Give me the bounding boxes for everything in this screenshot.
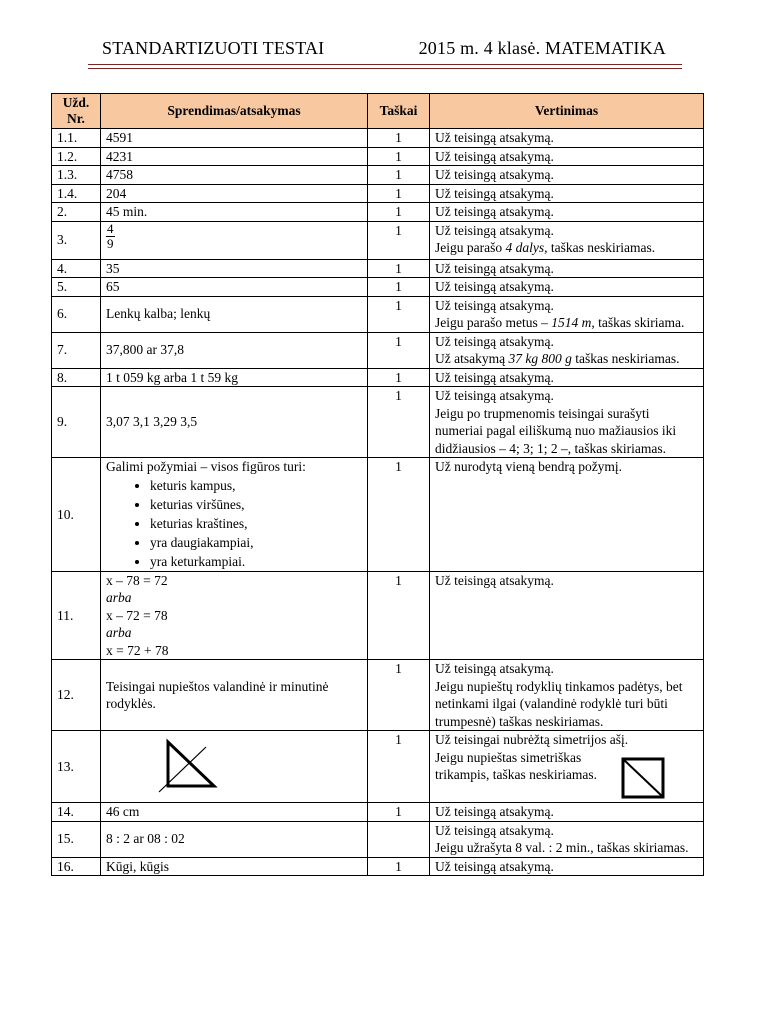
task-number: 6. [52, 296, 101, 332]
solution-cell: 3,07 3,1 3,29 3,5 [101, 387, 368, 458]
symmetry-axis-figure [106, 734, 366, 794]
evaluation-text: Jeigu parašo metus – [435, 315, 552, 330]
evaluation-cell [430, 731, 704, 803]
task-number: 9. [52, 387, 101, 458]
equation-line: x – 78 = 72 [106, 572, 168, 588]
feature-list [106, 476, 362, 571]
task-number: 1.2. [52, 147, 101, 166]
list-item: • keturias viršūnes, [150, 495, 362, 514]
fraction-numerator: 4 [107, 220, 114, 236]
points-cell: 1 [368, 387, 430, 458]
points-cell: 1 [368, 803, 430, 822]
table-row [52, 571, 704, 660]
table-row [52, 332, 704, 368]
solution-cell: 35 [101, 259, 368, 278]
evaluation-cell [430, 821, 704, 857]
task-number: 8. [52, 368, 101, 387]
evaluation-line [435, 350, 698, 368]
task-number: 3. [52, 221, 101, 259]
solution-cell: 8 : 2 ar 08 : 02 [101, 821, 368, 857]
evaluation-cell [430, 221, 704, 259]
solution-intro: Galimi požymiai – visos figūros turi: [106, 459, 306, 474]
evaluation-cell: Už teisingą atsakymą. [430, 259, 704, 278]
evaluation-cell: Už teisingą atsakymą. [430, 857, 704, 876]
equation-connector: arba [106, 625, 132, 640]
solution-cell: 204 [101, 184, 368, 203]
points-cell: 1 [368, 458, 430, 572]
equation-connector: arba [106, 590, 132, 605]
equation-line: x = 72 + 78 [106, 642, 169, 658]
evaluation-cell: Už teisingą atsakymą. [430, 368, 704, 387]
evaluation-line: Už teisingą atsakymą. [435, 333, 554, 349]
points-cell: 1 [368, 731, 430, 803]
col-header-evaluation: Vertinimas [430, 94, 704, 129]
solution-cell: 45 min. [101, 203, 368, 222]
evaluation-emphasis: 37 kg 800 g [508, 351, 572, 366]
evaluation-cell: Už teisingą atsakymą. [430, 803, 704, 822]
answer-key-table [51, 93, 704, 876]
task-number: 13. [52, 731, 101, 803]
task-number: 1.1. [52, 129, 101, 148]
points-cell: 1 [368, 368, 430, 387]
col-header-points: Taškai [368, 94, 430, 129]
table-row [52, 296, 704, 332]
solution-cell: 4231 [101, 147, 368, 166]
evaluation-line: Už teisingai nubrėžtą simetrijos ašį. [435, 732, 629, 747]
evaluation-line: trikampis, taškas neskiriamas. [435, 767, 597, 782]
fraction [106, 222, 115, 251]
points-cell: 1 [368, 296, 430, 332]
table-row [52, 203, 704, 222]
task-number: 4. [52, 259, 101, 278]
solution-cell [101, 221, 368, 259]
evaluation-text: taškas neskiriamas. [571, 351, 680, 366]
evaluation-line: Jeigu nupieštų rodyklių tinkamos padėtys, bet netinkami ilgai (valandinė rodyklė turi būti trumpesnė) taškas neskiriamas. [435, 678, 683, 729]
solution-cell [101, 571, 368, 660]
task-number: 10. [52, 458, 101, 572]
points-cell: 1 [368, 660, 430, 731]
solution-cell [101, 458, 368, 572]
equation-line: x – 72 = 78 [106, 607, 168, 623]
table-row [52, 184, 704, 203]
header-rule-thin [88, 68, 682, 69]
table-row [52, 129, 704, 148]
evaluation-line: Už teisingą atsakymą. [435, 661, 554, 676]
evaluation-line: Jeigu užrašyta 8 val. : 2 min., taškas skiriamas. [435, 840, 689, 855]
task-number: 5. [52, 278, 101, 297]
table-row [52, 857, 704, 876]
task-number: 11. [52, 571, 101, 660]
solution-cell: 46 cm [101, 803, 368, 822]
evaluation-line: Už teisingą atsakymą. [435, 822, 554, 838]
task-number: 14. [52, 803, 101, 822]
points-cell: 1 [368, 129, 430, 148]
evaluation-text: Už atsakymą [435, 351, 509, 366]
evaluation-line [435, 239, 698, 257]
header-left-title: STANDARTIZUOTI TESTAI [102, 38, 325, 58]
diagonal-line [623, 759, 663, 797]
evaluation-emphasis: 1514 m [551, 315, 592, 330]
table-row [52, 368, 704, 387]
evaluation-cell [430, 332, 704, 368]
table-row [52, 166, 704, 185]
evaluation-text: taškas neskiriamas. [547, 240, 656, 255]
evaluation-text: Jeigu parašo [435, 240, 506, 255]
solution-cell: 1 t 059 kg arba 1 t 59 kg [101, 368, 368, 387]
evaluation-cell [430, 387, 704, 458]
solution-cell: 4591 [101, 129, 368, 148]
evaluation-cell: Už teisingą atsakymą. [430, 278, 704, 297]
list-item: • yra keturkampiai. [150, 552, 362, 571]
table-row [52, 147, 704, 166]
solution-cell: 4758 [101, 166, 368, 185]
evaluation-line [435, 314, 698, 332]
evaluation-cell: Už teisingą atsakymą. [430, 129, 704, 148]
evaluation-cell: Už teisingą atsakymą. [430, 166, 704, 185]
points-cell: 1 [368, 147, 430, 166]
list-item: • yra daugiakampiai, [150, 533, 362, 552]
table-row [52, 221, 704, 259]
task-number: 1.4. [52, 184, 101, 203]
table-row [52, 821, 704, 857]
page-header [90, 38, 680, 64]
solution-cell: Lenkų kalba; lenkų [101, 296, 368, 332]
col-header-solution: Sprendimas/atsakymas [101, 94, 368, 129]
task-number: 16. [52, 857, 101, 876]
task-number: 1.3. [52, 166, 101, 185]
table-row [52, 731, 704, 803]
table-row [52, 660, 704, 731]
table-row [52, 259, 704, 278]
points-cell: 1 [368, 278, 430, 297]
symmetric-triangle-figure [621, 757, 667, 801]
points-cell: 1 [368, 857, 430, 876]
points-cell: 1 [368, 221, 430, 259]
solution-cell: 37,800 ar 37,8 [101, 332, 368, 368]
task-number: 15. [52, 821, 101, 857]
solution-cell: Teisingai nupieštos valandinė ir minutinė rodyklės. [101, 660, 368, 731]
evaluation-line: Už teisingą atsakymą. [435, 297, 554, 313]
evaluation-line: Jeigu po trupmenomis teisingai surašyti numeriai pagal eiliškumą nuo mažiausios iki didžiausios – 4; 3; 1; 2 –, taškas skiriamas. [435, 405, 677, 456]
evaluation-text: , taškas skiriama. [591, 315, 685, 330]
task-number: 2. [52, 203, 101, 222]
evaluation-line: Už teisingą atsakymą. [435, 388, 554, 403]
evaluation-cell: Už nurodytą vieną bendrą požymį. [430, 458, 704, 572]
evaluation-cell [430, 660, 704, 731]
table-row [52, 278, 704, 297]
task-number: 7. [52, 332, 101, 368]
evaluation-cell: Už teisingą atsakymą. [430, 571, 704, 660]
solution-cell: Kūgi, kūgis [101, 857, 368, 876]
evaluation-cell [430, 296, 704, 332]
header-rule [88, 64, 682, 65]
evaluation-line: Jeigu nupieštas simetriškas [435, 749, 582, 765]
evaluation-cell: Už teisingą atsakymą. [430, 203, 704, 222]
points-cell: 1 [368, 259, 430, 278]
points-cell [368, 821, 430, 857]
table-header-row [52, 94, 704, 129]
evaluation-emphasis: 4 dalys, [505, 240, 548, 255]
table-row [52, 803, 704, 822]
list-item: • keturias kraštines, [150, 514, 362, 533]
task-number: 12. [52, 660, 101, 731]
evaluation-line: Už teisingą atsakymą. [435, 222, 554, 238]
col-header-nr: Užd. Nr. [52, 94, 101, 129]
points-cell: 1 [368, 184, 430, 203]
points-cell: 1 [368, 571, 430, 660]
table-row [52, 458, 704, 572]
table-row [52, 387, 704, 458]
points-cell: 1 [368, 332, 430, 368]
header-right-title: 2015 m. 4 klasė. MATEMATIKA [418, 38, 666, 58]
points-cell: 1 [368, 203, 430, 222]
right-triangle-shape [168, 742, 214, 786]
points-cell: 1 [368, 166, 430, 185]
solution-cell [101, 731, 368, 803]
evaluation-cell: Už teisingą atsakymą. [430, 147, 704, 166]
list-item: • keturis kampus, [150, 476, 362, 495]
evaluation-cell: Už teisingą atsakymą. [430, 184, 704, 203]
solution-cell: 65 [101, 278, 368, 297]
fraction-denominator: 9 [107, 235, 114, 251]
